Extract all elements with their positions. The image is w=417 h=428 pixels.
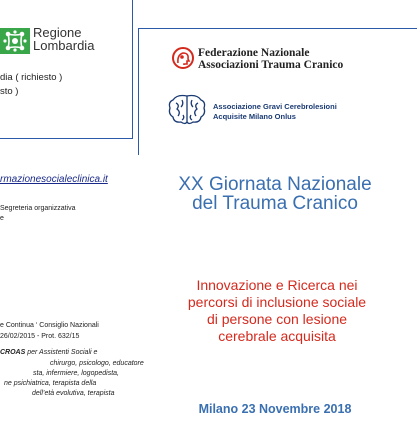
left-frame <box>0 0 133 139</box>
event-subtitle-line1: Innovazione e Ricerca nei <box>196 277 358 293</box>
federazione-name <box>198 47 343 71</box>
para-line-2: sta, infermiere, logopedista, <box>33 370 119 377</box>
agc-line2: Acquisite Milano Onlus <box>213 112 296 121</box>
patronage-line-1: dia ( richiesto ) <box>0 72 63 83</box>
agc-name <box>213 102 337 122</box>
website-link[interactable]: rmazionesocialeclinica.it <box>0 174 108 185</box>
patronage-line-2: sto ) <box>0 86 19 97</box>
event-subtitle-line4: cerebrale acquisita <box>218 328 336 344</box>
event-date: Milano 23 Novembre 2018 <box>198 402 352 416</box>
event-title-line1: XX Giornata Nazionale <box>178 174 372 195</box>
rosa-camuna-icon <box>0 28 30 54</box>
croas-prefix: CROAS <box>0 349 26 356</box>
event-subtitle-line3: di persone con lesione <box>206 311 348 327</box>
agc-line1: Associazione Gravi Cerebrolesioni <box>213 102 337 111</box>
event-title <box>140 175 410 213</box>
regione-name-line2: Lombardia <box>33 38 95 53</box>
croas-rest: per Assistenti Sociali e <box>25 349 98 356</box>
segreteria-label: Segreteria organizzativa <box>0 205 76 212</box>
regione-name-line1: Regione <box>33 25 82 40</box>
event-subtitle-line2: percorsi di inclusione sociale <box>187 294 367 310</box>
para-line-4: dell’età evolutiva, terapista <box>32 390 115 397</box>
brain-icon <box>167 93 207 127</box>
ecm-line-2: 26/02/2015 - Prot. 632/15 <box>0 333 80 340</box>
croas-line <box>0 348 97 358</box>
para-line-3: ne psichiatrica, terapista della <box>4 380 97 387</box>
head-circle-icon <box>172 47 194 69</box>
event-title-line2: del Trauma Cranico <box>192 193 358 214</box>
segreteria-sub: e <box>0 215 4 222</box>
regione-name <box>33 26 94 52</box>
federazione-line1: Federazione Nazionale <box>198 47 310 59</box>
event-subtitle <box>140 277 414 345</box>
ecm-line-1: e Continua ‘ Consiglio Nazionali <box>0 322 99 329</box>
para-line-1: chirurgo, psicologo, educatore <box>50 360 144 367</box>
federazione-line2: Associazioni Trauma Cranico <box>198 59 344 71</box>
